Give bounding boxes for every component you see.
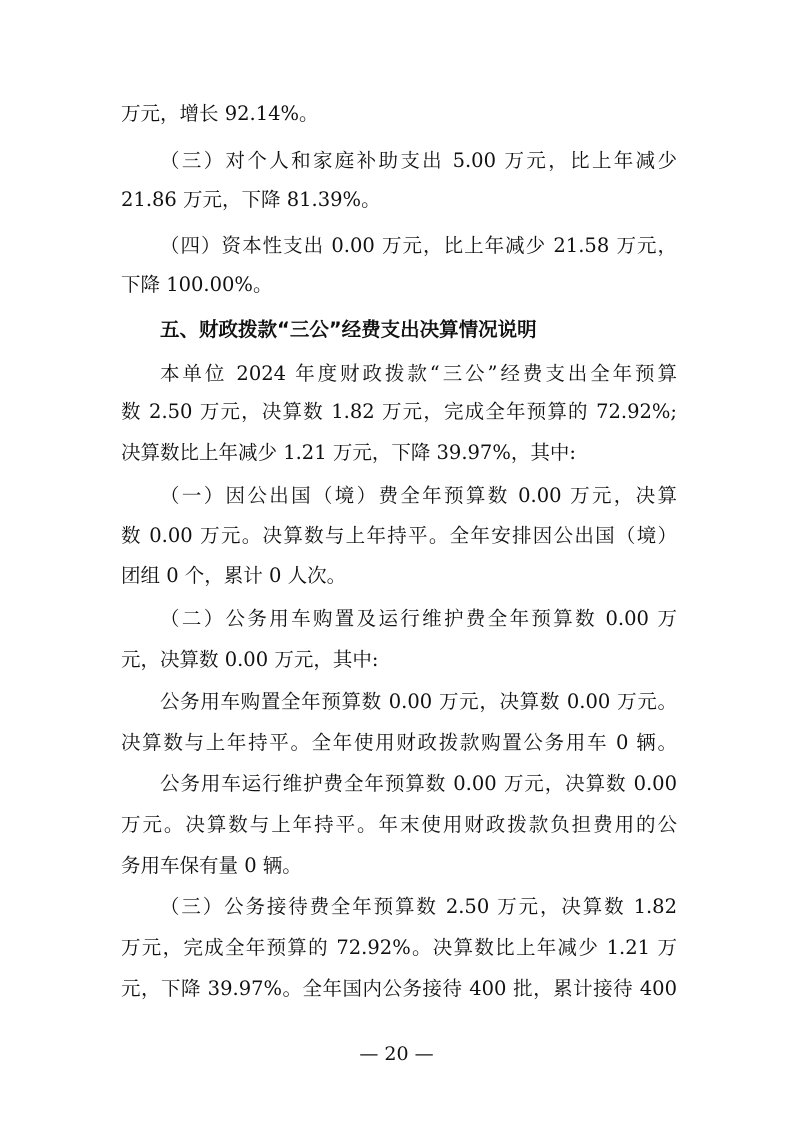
- paragraph-line: 元，下降 39.97%。全年国内公务接待 400 批，累计接待 400: [121, 977, 677, 1000]
- paragraph-line: 数 2.50 万元，决算数 1.82 万元，完成全年预算的 72.92%;: [121, 400, 677, 423]
- paragraph-line: 团组 0 个，累计 0 人次。: [121, 564, 347, 587]
- paragraph-line: （三）对个人和家庭补助支出 5.00 万元，比上年减少: [160, 149, 677, 172]
- paragraph-line: 本单位 2024 年度财政拨款“三公”经费支出全年预算: [160, 362, 677, 385]
- paragraph-line: 万元。决算数与上年持平。年末使用财政拨款负担费用的公: [121, 813, 677, 836]
- paragraph-line: 万元，增长 92.14%。: [121, 102, 319, 125]
- paragraph-line: 公务用车购置全年预算数 0.00 万元，决算数 0.00 万元。: [160, 690, 677, 713]
- paragraph-line: 决算数比上年减少 1.21 万元，下降 39.97%，其中:: [121, 441, 576, 464]
- page-number: — 20 —: [359, 1043, 434, 1065]
- paragraph-line: （四）资本性支出 0.00 万元，比上年减少 21.58 万元，: [160, 234, 677, 257]
- paragraph-line: 万元，完成全年预算的 72.92%。决算数比上年减少 1.21 万: [121, 936, 677, 959]
- paragraph-line: （三）公务接待费全年预算数 2.50 万元，决算数 1.82: [160, 895, 677, 918]
- paragraph-line: 务用车保有量 0 辆。: [121, 854, 302, 877]
- paragraph-line: 决算数与上年持平。全年使用财政拨款购置公务用车 0 辆。: [121, 731, 677, 754]
- paragraph-line: 元，决算数 0.00 万元，其中:: [121, 648, 379, 671]
- paragraph-line: 数 0.00 万元。决算数与上年持平。全年安排因公出国（境）: [121, 524, 677, 547]
- paragraph-line: （一）因公出国（境）费全年预算数 0.00 万元，决算: [160, 484, 677, 507]
- paragraph-line: 21.86 万元，下降 81.39%。: [121, 188, 381, 211]
- paragraph-line: 下降 100.00%。: [121, 273, 273, 296]
- paragraph-line: 公务用车运行维护费全年预算数 0.00 万元，决算数 0.00: [160, 772, 677, 795]
- section-heading: 五、财政拨款“三公”经费支出决算情况说明: [160, 318, 537, 341]
- paragraph-line: （二）公务用车购置及运行维护费全年预算数 0.00 万: [160, 607, 677, 630]
